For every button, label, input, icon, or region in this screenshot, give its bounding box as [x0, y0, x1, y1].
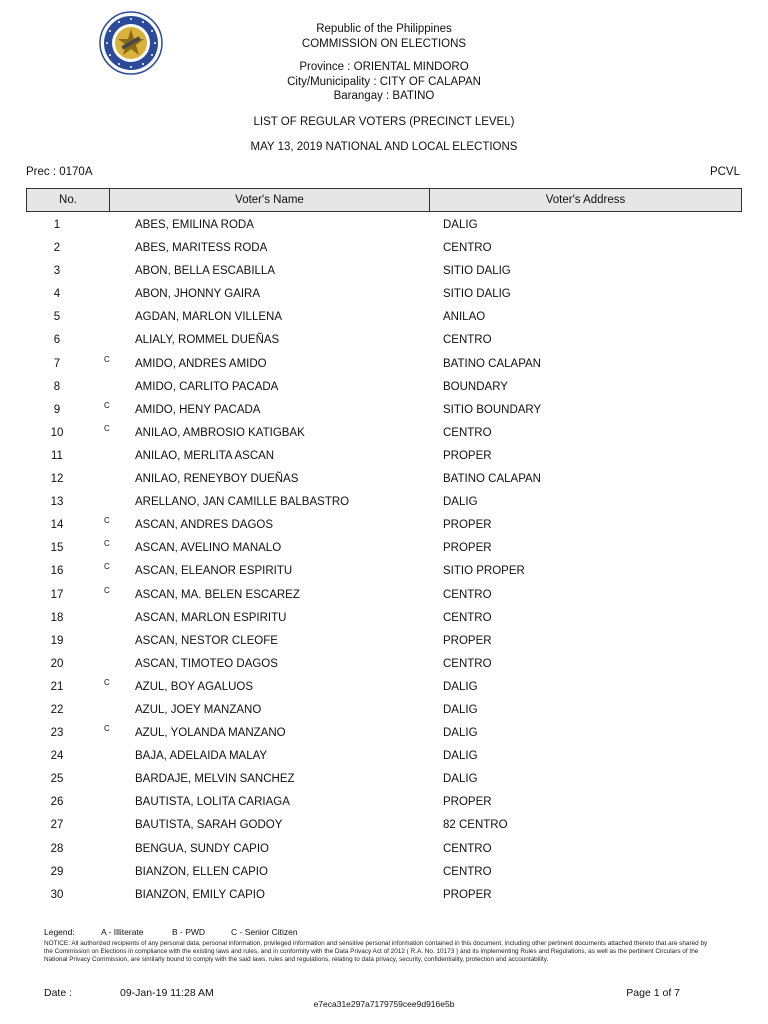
table-row [26, 838, 742, 861]
province-line: Province : ORIENTAL MINDORO [299, 61, 469, 73]
voter-name: BAUTISTA, SARAH GODOY [135, 819, 283, 832]
voter-address: CENTRO [443, 588, 492, 601]
voter-category-flag: C [104, 400, 110, 410]
table-row [26, 768, 742, 791]
voter-name: AGDAN, MARLON VILLENA [135, 311, 282, 324]
legend-item-a: A - Illiterate [101, 927, 144, 937]
table-row [26, 584, 742, 607]
voter-name: ANILAO, RENEYBOY DUEÑAS [135, 473, 299, 486]
voter-address: DALIG [443, 496, 478, 509]
voter-number: 11 [51, 449, 63, 462]
voter-number: 16 [50, 565, 64, 578]
table-row [26, 306, 742, 329]
voter-name: AZUL, JOEY MANZANO [135, 703, 262, 716]
table-row [26, 329, 742, 352]
date-label: Date : [44, 987, 73, 999]
voter-address: ANILAO [443, 311, 486, 324]
precinct-label: Prec : 0170A [26, 166, 93, 178]
privacy-notice: NOTICE: All authorized recipients of any personal data, personal information, privileged information and sensitive personal information contained in this document, including other pertinent documents attached thereto that are shared by the Commission on Elections in compliance with the existing laws and rules, and in conformity with the Data Privacy Act of 2012 ( R.A. No. 10173 ) and its implementing Rules and Regulations, as well as the pertinent Circulars of the National Privacy Commission, are similarly bound to comply with the said laws, rules and regulations, relating to data privacy, security, confidentiality, protection and accountability. [44, 940, 708, 963]
voter-number: 29 [50, 865, 64, 878]
table-row [26, 861, 742, 884]
table-header [26, 188, 742, 212]
column-header-name: Voter's Name [110, 189, 430, 211]
voter-address: DALIG [443, 727, 478, 740]
table-row [26, 468, 742, 491]
voter-address: DALIG [443, 703, 478, 716]
column-header-address: Voter's Address [545, 194, 626, 206]
voter-address: SITIO PROPER [443, 565, 525, 578]
voter-address: PROPER [443, 449, 492, 462]
voter-name: ASCAN, MARLON ESPIRITU [135, 611, 287, 624]
election-title: MAY 13, 2019 NATIONAL AND LOCAL ELECTIONS [250, 141, 518, 153]
legend-title: Legend: [44, 927, 75, 937]
voter-number: 24 [50, 750, 64, 763]
voter-number: 21 [50, 680, 64, 693]
voter-address: CENTRO [443, 611, 492, 624]
voter-category-flag: C [104, 677, 110, 687]
table-row [26, 814, 742, 837]
document-header [0, 22, 768, 155]
voter-name: BAUTISTA, LOLITA CARIAGA [135, 796, 290, 809]
voter-name: ANILAO, AMBROSIO KATIGBAK [135, 426, 305, 439]
voter-address: PROPER [443, 519, 492, 532]
voter-address: PROPER [443, 888, 492, 901]
table-row [26, 214, 742, 237]
voter-name: ABES, MARITESS RODA [135, 242, 268, 255]
voter-address: PROPER [443, 542, 492, 555]
voter-number: 3 [53, 265, 61, 278]
voter-number: 13 [50, 496, 64, 509]
voter-address: BATINO CALAPAN [443, 357, 541, 370]
voter-number: 18 [50, 611, 64, 624]
table-row [26, 699, 742, 722]
voter-category-flag: C [104, 585, 110, 595]
table-row [26, 260, 742, 283]
table-row [26, 376, 742, 399]
voter-number: 5 [53, 311, 61, 324]
voter-name: ASCAN, TIMOTEO DAGOS [135, 657, 278, 670]
voter-address: SITIO BOUNDARY [443, 403, 542, 416]
voter-name: AZUL, BOY AGALUOS [135, 680, 254, 693]
table-row [26, 653, 742, 676]
voter-number: 27 [50, 819, 64, 832]
table-row [26, 630, 742, 653]
voter-name: ASCAN, ELEANOR ESPIRITU [135, 565, 293, 578]
voter-number: 10 [50, 426, 64, 439]
voter-name: ARELLANO, JAN CAMILLE BALBASTRO [135, 496, 350, 509]
table-row [26, 422, 742, 445]
voter-name: ABON, JHONNY GAIRA [135, 288, 261, 301]
voter-number: 17 [50, 588, 64, 601]
voter-number: 8 [53, 380, 61, 393]
voter-category-flag: C [104, 516, 110, 526]
commission-line: COMMISSION ON ELECTIONS [301, 37, 467, 50]
voter-name: AZUL, YOLANDA MANZANO [135, 727, 286, 740]
voter-address: CENTRO [443, 842, 492, 855]
table-row [26, 514, 742, 537]
voter-number: 22 [50, 703, 64, 716]
voter-address: SITIO DALIG [443, 288, 511, 301]
list-title: LIST OF REGULAR VOTERS (PRECINCT LEVEL) [253, 115, 515, 128]
table-row [26, 537, 742, 560]
voter-address: BOUNDARY [443, 380, 508, 393]
voter-number: 14 [50, 519, 64, 532]
table-row [26, 676, 742, 699]
voter-number: 26 [50, 796, 64, 809]
voter-name: AMIDO, ANDRES AMIDO [135, 357, 267, 370]
barangay-line: Barangay : BATINO [333, 90, 435, 102]
voter-number: 25 [50, 773, 64, 786]
voter-number: 20 [50, 657, 64, 670]
voter-name: ASCAN, MA. BELEN ESCAREZ [135, 588, 300, 601]
voter-number: 7 [53, 357, 61, 370]
legend-item-c: C - Senior Citizen [231, 927, 298, 937]
voter-name: BAJA, ADELAIDA MALAY [135, 750, 268, 763]
table-row [26, 237, 742, 260]
voter-address: DALIG [443, 219, 478, 231]
city-line: City/Municipality : CITY OF CALAPAN [287, 75, 481, 88]
voter-number: 2 [53, 242, 61, 255]
voter-name: ASCAN, ANDRES DAGOS [135, 519, 274, 532]
voter-address: DALIG [443, 773, 478, 786]
voter-category-flag: C [104, 354, 110, 364]
table-row [26, 399, 742, 422]
form-code: PCVL [709, 166, 740, 178]
table-row [26, 791, 742, 814]
voter-name: AMIDO, HENY PACADA [135, 403, 261, 416]
voter-category-flag: C [104, 423, 110, 433]
voter-address: PROPER [443, 796, 492, 809]
voter-category-flag: C [104, 724, 110, 734]
voter-category-flag: C [104, 562, 110, 572]
voter-name: ABES, EMILINA RODA [135, 219, 254, 231]
voter-name: ASCAN, NESTOR CLEOFE [135, 634, 278, 647]
voter-address: CENTRO [443, 865, 492, 878]
table-row [26, 884, 742, 907]
voter-number: 9 [53, 403, 61, 416]
page-number: Page 1 of 7 [626, 987, 680, 999]
voter-number: 30 [50, 888, 64, 901]
voter-address: CENTRO [443, 657, 492, 670]
table-row [26, 283, 742, 306]
voter-address: CENTRO [443, 334, 492, 347]
table-row [26, 491, 742, 514]
voter-number: 1 [53, 219, 61, 231]
voter-name: ANILAO, MERLITA ASCAN [135, 449, 275, 462]
voter-category-flag: C [104, 539, 110, 549]
voter-address: PROPER [443, 634, 492, 647]
voter-number: 23 [50, 727, 64, 740]
document-hash: e7eca31e297a7179759cee9d916e5b [313, 999, 455, 1009]
voter-address: CENTRO [443, 426, 492, 439]
voter-name: ASCAN, AVELINO MANALO [135, 542, 282, 555]
table-row [26, 560, 742, 583]
column-header-no: No. [27, 189, 110, 211]
voter-address: BATINO CALAPAN [443, 473, 541, 486]
legend-item-b: B - PWD [172, 927, 206, 937]
voter-name: AMIDO, CARLITO PACADA [135, 380, 279, 393]
voter-name: BENGUA, SUNDY CAPIO [135, 842, 269, 855]
voter-number: 4 [53, 288, 61, 301]
voter-name: BIANZON, ELLEN CAPIO [135, 865, 268, 878]
voter-list [26, 214, 742, 907]
legend [44, 927, 298, 937]
voter-number: 15 [50, 542, 64, 555]
voter-number: 28 [50, 842, 64, 855]
table-row [26, 445, 742, 468]
voter-address: 82 CENTRO [443, 819, 508, 832]
voter-name: BARDAJE, MELVIN SANCHEZ [135, 773, 295, 786]
voter-name: ALIALY, ROMMEL DUEÑAS [135, 334, 280, 347]
voter-address: DALIG [443, 750, 478, 763]
voter-number: 6 [53, 334, 61, 347]
table-row [26, 353, 742, 376]
table-row [26, 607, 742, 630]
voter-address: DALIG [443, 680, 478, 693]
table-row [26, 745, 742, 768]
voter-name: ABON, BELLA ESCABILLA [135, 265, 275, 278]
voter-number: 12 [50, 473, 64, 486]
voter-address: SITIO DALIG [443, 265, 511, 278]
voter-name: BIANZON, EMILY CAPIO [135, 888, 265, 901]
table-row [26, 722, 742, 745]
voter-number: 19 [50, 634, 64, 647]
date-value: 09-Jan-19 11:28 AM [120, 987, 214, 999]
voter-address: CENTRO [443, 242, 492, 255]
republic-line: Republic of the Philippines [316, 23, 452, 35]
